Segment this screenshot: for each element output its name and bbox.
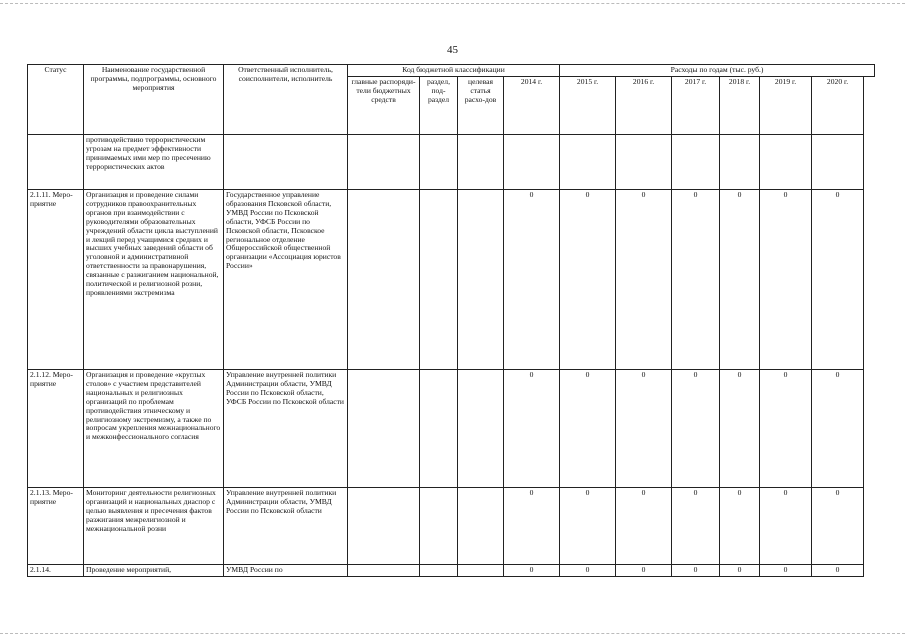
header-budget-code: Код бюджетной классификации (348, 65, 560, 77)
row-value: 0 (812, 488, 864, 565)
row-value (672, 135, 720, 190)
header-year: 2014 г. (504, 77, 560, 135)
row-value: 0 (616, 370, 672, 488)
header-year: 2018 г. (720, 77, 760, 135)
row-status: 2.1.14. (28, 565, 84, 577)
row-value: 0 (560, 488, 616, 565)
table-row (28, 565, 875, 577)
table-row (28, 190, 875, 370)
row-status: 2.1.12. Меро-приятие (28, 370, 84, 488)
row-section (420, 488, 458, 565)
row-target-article (458, 190, 504, 370)
header-year: 2020 г. (812, 77, 864, 135)
row-name: Мониторинг деятельности религиозных организаций и национальных диаспор с целью выявления и пресечения фактов разжигания межрелигиозной и межнациональной розни (84, 488, 224, 565)
row-name: Организация и проведение «круглых столов» с участием представителей национальных и религиозных организаций по проблемам противодействия этническому и религиозному экстремизму, а также по вопросам укрепления межнационального и межконфессионального согласия (84, 370, 224, 488)
row-section (420, 135, 458, 190)
row-responsible: Управление внутренней политики Администрации области, УМВД России по Псковской области (224, 488, 348, 565)
row-value: 0 (720, 190, 760, 370)
row-value: 0 (504, 370, 560, 488)
page-number: 45 (447, 44, 458, 56)
row-target-article (458, 565, 504, 577)
row-value: 0 (760, 488, 812, 565)
row-value: 0 (812, 565, 864, 577)
row-name: Организация и проведение силами сотрудников правоохранительных органов при взаимодействии с руководителями образовательных учреждений области цикла выступлений и лекций перед учащимися средних и высших учебных заведений области об уголовной и административной ответственности за правонарушения, связанные с разжиганием национальной, политической и религиозной розни, проявлениями экстремизма (84, 190, 224, 370)
row-section (420, 190, 458, 370)
header-year: 2017 г. (672, 77, 720, 135)
row-responsible: Управление внутренней политики Администрации области, УМВД России по Псковской области, УФСБ России по Псковской области (224, 370, 348, 488)
row-value: 0 (560, 190, 616, 370)
row-value: 0 (812, 190, 864, 370)
header-status: Статус (28, 65, 84, 135)
row-value (616, 135, 672, 190)
row-value (560, 135, 616, 190)
header-expenses: Расходы по годам (тыс. руб.) (560, 65, 875, 77)
row-main-managers (348, 370, 420, 488)
header-main-managers: главные распоряди-тели бюджетных средств (348, 77, 420, 135)
row-value: 0 (672, 565, 720, 577)
row-value: 0 (760, 370, 812, 488)
row-name: противодействию террористическим угрозам на предмет эффективности принимаемых ими мер по пресечению террористических актов (84, 135, 224, 190)
row-target-article (458, 370, 504, 488)
row-value (720, 135, 760, 190)
page-top-edge (0, 3, 905, 4)
row-responsible: Государственное управление образования Псковской области, УМВД России по Псковской области, УФСБ России по Псковской области, Псковское региональное отделение Общероссийской общественной организации «Ассоциация юристов России» (224, 190, 348, 370)
row-main-managers (348, 190, 420, 370)
row-value: 0 (760, 565, 812, 577)
row-value: 0 (760, 190, 812, 370)
row-value: 0 (616, 488, 672, 565)
row-value: 0 (616, 190, 672, 370)
row-value: 0 (672, 488, 720, 565)
row-name: Проведение мероприятий, (84, 565, 224, 577)
page-bottom-edge (0, 633, 905, 634)
header-target-article: целевая статья расхо-дов (458, 77, 504, 135)
row-responsible: УМВД России по (224, 565, 348, 577)
row-value: 0 (812, 370, 864, 488)
row-value: 0 (560, 565, 616, 577)
row-value: 0 (720, 488, 760, 565)
row-main-managers (348, 488, 420, 565)
table-row (28, 488, 875, 565)
table-row (28, 370, 875, 488)
row-value: 0 (504, 488, 560, 565)
row-status: 2.1.13. Меро-приятие (28, 488, 84, 565)
row-section (420, 565, 458, 577)
row-value: 0 (720, 565, 760, 577)
row-value: 0 (560, 370, 616, 488)
row-main-managers (348, 135, 420, 190)
row-responsible (224, 135, 348, 190)
row-main-managers (348, 565, 420, 577)
row-value: 0 (672, 370, 720, 488)
row-value: 0 (672, 190, 720, 370)
row-target-article (458, 135, 504, 190)
row-status (28, 135, 84, 190)
header-year: 2019 г. (760, 77, 812, 135)
row-value (812, 135, 864, 190)
header-name: Наименование государственной программы, подпрограммы, основного мероприятия (84, 65, 224, 135)
row-section (420, 370, 458, 488)
row-value (760, 135, 812, 190)
header-year: 2016 г. (616, 77, 672, 135)
row-value: 0 (720, 370, 760, 488)
header-year: 2015 г. (560, 77, 616, 135)
row-value (504, 135, 560, 190)
header-row-1 (28, 65, 875, 77)
program-table (27, 64, 875, 577)
row-value: 0 (504, 190, 560, 370)
header-responsible: Ответственный исполнитель, соисполнители, исполнитель (224, 65, 348, 135)
table-row (28, 135, 875, 190)
row-status: 2.1.11. Меро-приятие (28, 190, 84, 370)
header-section: раздел, под-раздел (420, 77, 458, 135)
row-value: 0 (504, 565, 560, 577)
row-target-article (458, 488, 504, 565)
row-value: 0 (616, 565, 672, 577)
